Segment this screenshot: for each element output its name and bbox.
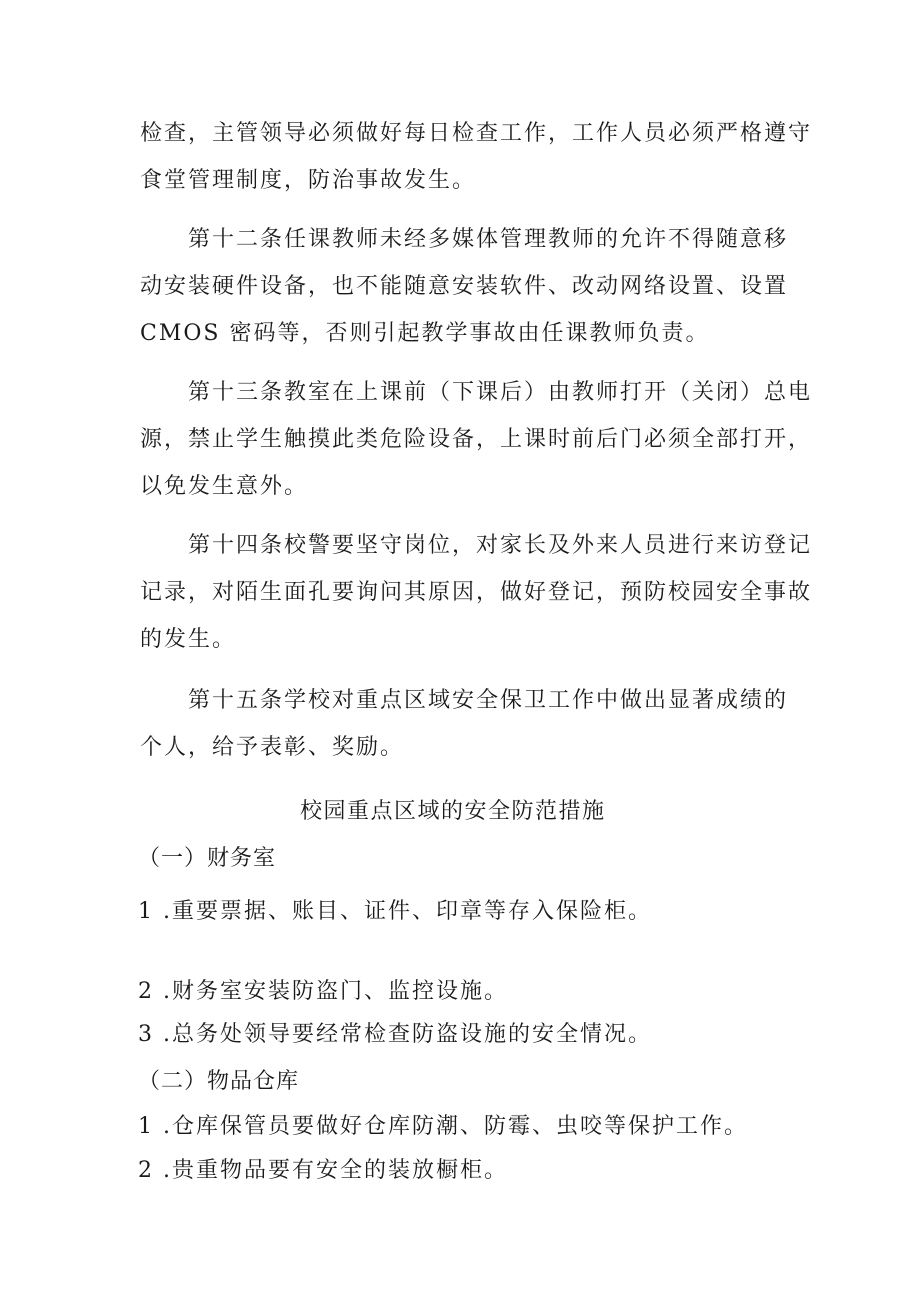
finance-item: 2 .财务室安装防盗门、监控设施。 bbox=[138, 979, 508, 1004]
paragraph-line: 检查，主管领导必须做好每日检查工作，工作人员必须严格遵守 bbox=[140, 121, 813, 146]
finance-item: 3 .总务处领导要经常检查防盗设施的安全情况。 bbox=[138, 1022, 652, 1047]
article-13-line: 第十三条教室在上课前（下课后）由教师打开（关闭）总电 bbox=[188, 380, 813, 405]
warehouse-item: 2 .贵重物品要有安全的装放橱柜。 bbox=[138, 1158, 508, 1183]
article-13-line: 源，禁止学生触摸此类危险设备，上课时前后门必须全部打开， bbox=[140, 427, 813, 452]
article-14-line: 的发生。 bbox=[140, 627, 237, 652]
article-15-line: 第十五条学校对重点区域安全保卫工作中做出显著成绩的 bbox=[188, 688, 789, 713]
finance-heading: （一）财务室 bbox=[138, 846, 277, 871]
article-14-line: 第十四条校警要坚守岗位，对家长及外来人员进行来访登记 bbox=[188, 533, 813, 558]
article-12-line: CMOS 密码等，否则引起教学事故由任课教师负责。 bbox=[140, 321, 710, 346]
article-12-line: 第十二条任课教师未经多媒体管理教师的允许不得随意移 bbox=[188, 227, 789, 252]
finance-item: 1 .重要票据、账目、证件、印章等存入保险柜。 bbox=[138, 899, 652, 924]
article-15-line: 个人，给予表彰、奖励。 bbox=[140, 735, 405, 760]
warehouse-item: 1 .仓库保管员要做好仓库防潮、防霉、虫咬等保护工作。 bbox=[138, 1114, 748, 1139]
section-title: 校园重点区域的安全防范措施 bbox=[300, 799, 606, 824]
article-12-line: 动安装硬件设备，也不能随意安装软件、改动网络设置、设置 bbox=[140, 274, 789, 299]
article-13-line: 以免发生意外。 bbox=[140, 474, 309, 499]
article-14-line: 记录，对陌生面孔要询问其原因，做好登记，预防校园安全事故 bbox=[140, 580, 813, 605]
paragraph-line: 食堂管理制度，防治事故发生。 bbox=[140, 168, 477, 193]
warehouse-heading: （二）物品仓库 bbox=[138, 1069, 300, 1094]
